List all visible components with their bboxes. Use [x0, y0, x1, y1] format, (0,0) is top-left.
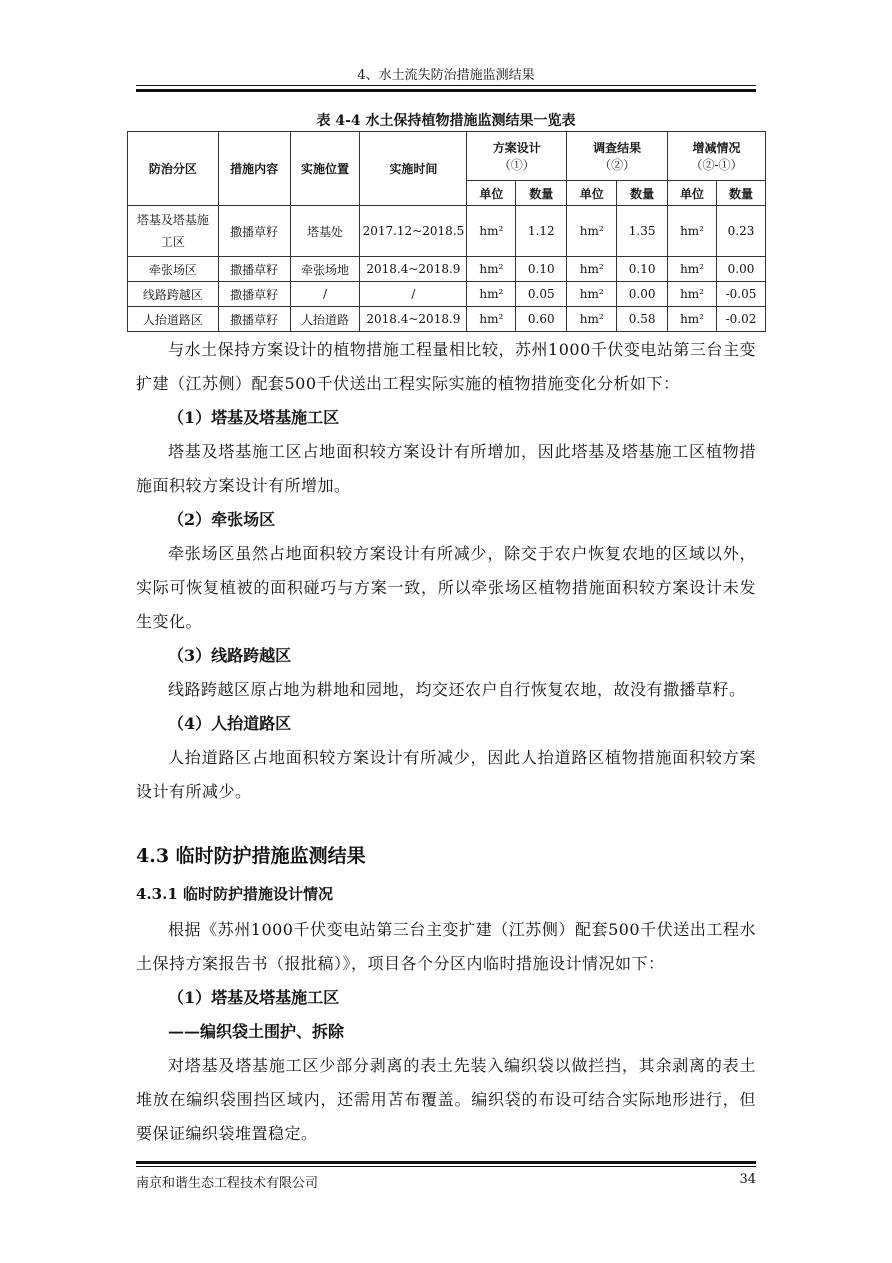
- cell-qty: 1.12: [516, 206, 567, 257]
- cell-measure: 撒播草籽: [218, 257, 290, 282]
- subheading-crossing-zone: （3）线路跨越区: [168, 646, 292, 665]
- subheading-road-zone: （4）人抬道路区: [168, 714, 292, 733]
- cell-unit: hm²: [467, 257, 516, 282]
- header-unit: 单位: [668, 181, 717, 206]
- paragraph-crossing-zone: 线路跨越区原占地为耕地和园地，均交还农户自行恢复农地，故没有撒播草籽。: [168, 680, 746, 699]
- cell-measure: 撒播草籽: [218, 307, 290, 332]
- cell-unit: hm²: [668, 257, 717, 282]
- subheading-tower-zone: （1）塔基及塔基施工区: [168, 408, 340, 427]
- cell-qty: -0.02: [717, 307, 766, 332]
- cell-unit: hm²: [467, 282, 516, 307]
- cell-qty: -0.05: [717, 282, 766, 307]
- header-survey-mark: （②）: [599, 158, 636, 172]
- page-header: 4、水土流失防治措施监测结果: [357, 68, 535, 83]
- header-change: [668, 132, 766, 181]
- header-measure: 措施内容: [218, 132, 290, 206]
- cell-location: 塔基处: [290, 206, 360, 257]
- header-survey: [567, 132, 668, 181]
- subheading-tension-zone: （2）牵张场区: [168, 510, 276, 529]
- cell-unit: hm²: [668, 206, 717, 257]
- section-heading: 4.3 临时防护措施监测结果: [136, 845, 366, 867]
- page-number: 34: [739, 1172, 756, 1187]
- header-rule-thick: [136, 89, 756, 92]
- header-qty: 数量: [516, 181, 567, 206]
- cell-qty: 0.05: [516, 282, 567, 307]
- cell-location: 牵张场地: [290, 257, 360, 282]
- paragraph-tower-zone: 塔基及塔基施工区占地面积较方案设计有所增加，因此塔基及塔基施工区植物措施面积较方案设计有所增加。: [136, 442, 756, 495]
- intro-paragraph: 与水土保持方案设计的植物措施工程量相比较，苏州1000千伏变电站第三台主变扩建（江苏侧）配套500千伏送出工程实际实施的植物措施变化分析如下：: [136, 340, 756, 393]
- header-time: 实施时间: [360, 132, 467, 206]
- cell-unit: hm²: [668, 282, 717, 307]
- header-change-label: 增减情况: [692, 141, 741, 155]
- cell-zone: 牵张场区: [128, 257, 219, 282]
- cell-unit: hm²: [567, 282, 617, 307]
- footer-company: 南京和谐生态工程技术有限公司: [136, 1176, 319, 1191]
- table-row: [128, 257, 766, 282]
- table-row: [128, 307, 766, 332]
- header-zone: 防治分区: [128, 132, 219, 206]
- paragraph-road-zone: 人抬道路区占地面积较方案设计有所减少，因此人抬道路区植物措施面积较方案设计有所减少。: [136, 748, 756, 801]
- paragraph-tension-zone: 牵张场区虽然占地面积较方案设计有所减少，除交于农户恢复农地的区域以外，实际可恢复植被的面积碰巧与方案一致，所以牵张场区植物措施面积较方案设计未发生变化。: [136, 544, 756, 631]
- cell-unit: hm²: [467, 206, 516, 257]
- cell-qty: 0.60: [516, 307, 567, 332]
- table-caption: 表 4-4 水土保持植物措施监测结果一览表: [316, 113, 576, 129]
- cell-qty: 0.00: [717, 257, 766, 282]
- header-survey-label: 调查结果: [593, 141, 642, 155]
- cell-unit: hm²: [467, 307, 516, 332]
- cell-time: /: [360, 282, 467, 307]
- header-location: 实施位置: [290, 132, 360, 206]
- cell-qty: 0.10: [516, 257, 567, 282]
- header-design-label: 方案设计: [492, 141, 541, 155]
- cell-zone: 线路跨越区: [128, 282, 219, 307]
- footer-rule-thick: [136, 1161, 756, 1164]
- cell-zone: 塔基及塔基施工区: [128, 206, 219, 257]
- cell-unit: hm²: [567, 257, 617, 282]
- header-qty: 数量: [617, 181, 668, 206]
- subheading-bag-protection: ——编织袋土围护、拆除: [168, 1022, 345, 1041]
- cell-qty: 0.23: [717, 206, 766, 257]
- cell-location: 人抬道路: [290, 307, 360, 332]
- analysis-block: [136, 333, 756, 809]
- subsection-heading: 4.3.1 临时防护措施设计情况: [136, 885, 333, 903]
- footer-rule-thin: [136, 1166, 756, 1167]
- paragraph-bag-protection: 对塔基及塔基施工区少部分剥离的表土先装入编织袋以做拦挡，其余剥离的表土堆放在编织袋围挡区域内，还需用苫布覆盖。编织袋的布设可结合实际地形进行，但要保证编织袋堆置稳定。: [136, 1056, 756, 1143]
- table-row: [128, 282, 766, 307]
- cell-time: 2017.12~2018.5: [360, 206, 467, 257]
- subheading-tower-zone-temp: （1）塔基及塔基施工区: [168, 988, 340, 1007]
- design-block: [136, 913, 756, 1151]
- cell-qty: 1.35: [617, 206, 668, 257]
- table-row: [128, 206, 766, 257]
- header-unit: 单位: [567, 181, 617, 206]
- cell-time: 2018.4~2018.9: [360, 257, 467, 282]
- cell-zone: 人抬道路区: [128, 307, 219, 332]
- header-change-mark: （②-①）: [690, 158, 743, 172]
- cell-measure: 撒播草籽: [218, 206, 290, 257]
- header-rule-thin: [136, 85, 756, 86]
- header-qty: 数量: [717, 181, 766, 206]
- design-intro-paragraph: 根据《苏州1000千伏变电站第三台主变扩建（江苏侧）配套500千伏送出工程水土保持方案报告书（报批稿）》，项目各个分区内临时措施设计情况如下：: [136, 920, 756, 973]
- header-design: [467, 132, 567, 181]
- monitoring-table: [127, 131, 766, 332]
- cell-location: /: [290, 282, 360, 307]
- cell-qty: 0.10: [617, 257, 668, 282]
- cell-unit: hm²: [567, 206, 617, 257]
- header-unit: 单位: [467, 181, 516, 206]
- cell-unit: hm²: [668, 307, 717, 332]
- cell-qty: 0.58: [617, 307, 668, 332]
- cell-measure: 撒播草籽: [218, 282, 290, 307]
- cell-qty: 0.00: [617, 282, 668, 307]
- cell-time: 2018.4~2018.9: [360, 307, 467, 332]
- header-design-mark: （①）: [498, 158, 535, 172]
- cell-unit: hm²: [567, 307, 617, 332]
